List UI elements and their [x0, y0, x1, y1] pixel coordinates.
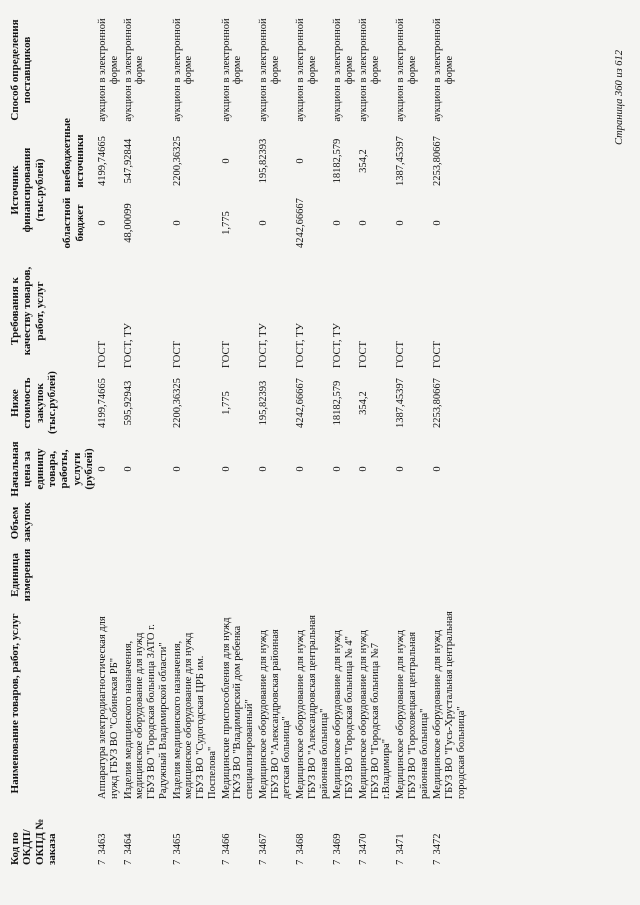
header-fin-extra: внебюджетные источники — [61, 118, 86, 192]
cell-requirements: ГОСТ, ТУ — [295, 323, 307, 368]
order-number: 3471 — [395, 833, 407, 855]
cell-method: аукцион в электронной форме — [257, 18, 281, 122]
cell-unit — [257, 544, 294, 606]
cell-code — [257, 801, 294, 867]
header-name: Наименование товаров, работ, услуг — [9, 613, 21, 794]
cell-unit — [431, 544, 468, 606]
cell-name: Изделия медицинского назначения, медицинское оборудование для нужд ГБУЗ ВО "Судогодская ЦРБ им. Поспелова" — [171, 632, 218, 799]
header-code: Код по ОКДП/ ОКПД № заказа — [9, 818, 58, 865]
cell-name: Медицинское оборудование для нужд ГБУЗ ВО "Александровская центральная районная больница" — [295, 614, 330, 799]
cell-name: Изделия медицинского назначения, медицинское оборудование для нужд ГБУЗ ВО "Городская больница ЗАТО г. Радужный Владимирской области" — [122, 624, 169, 799]
cell-cost: 2253,80667 — [432, 378, 444, 428]
code-prefix: 7 — [220, 859, 232, 865]
cell-name: Медицинские приспособления для нужд ГКУЗ ВО "Владимирский дом ребенка специализированный" — [220, 617, 256, 799]
cell-fin-regional: 1,775 — [220, 211, 232, 235]
cell-cost: 4199,74665 — [97, 378, 109, 428]
cell-name: Медицинское оборудование для нужд ГБУЗ ВО "Гусь-Хрустальная центральная городская больница" — [432, 611, 467, 799]
cell-volume — [294, 502, 331, 544]
cell-fin-extra: 0 — [295, 158, 307, 164]
table-body — [96, 12, 469, 867]
cell-unit — [394, 544, 431, 606]
cell-volume — [96, 502, 122, 544]
cell-cost: 18182,579 — [332, 380, 344, 426]
code-prefix: 7 — [357, 859, 369, 865]
cell-cost: 354,2 — [357, 391, 369, 415]
cell-name: Медицинское оборудование для нужд ГБУЗ ВО "Гороховецкая центральная районная больница" — [395, 630, 430, 799]
cell-fin-regional: 0 — [395, 220, 407, 226]
header-method: Способ определения поставщиков — [9, 19, 34, 121]
order-number: 3466 — [220, 833, 232, 855]
cell-code — [171, 801, 220, 867]
cell-fin-regional: 0 — [357, 220, 369, 226]
cell-requirements: ГОСТ — [220, 341, 232, 368]
cell-fin-regional: 48,00099 — [122, 203, 134, 243]
cell-volume — [431, 502, 468, 544]
table-row — [220, 12, 257, 867]
table-row — [331, 12, 357, 867]
cell-volume — [257, 502, 294, 544]
cell-unit — [357, 544, 394, 606]
header-unit: Единица измерения — [9, 548, 34, 602]
code-prefix: 7 — [171, 859, 183, 865]
header-price: Начальная цена за единицу товара, работы, услуги (рублей) — [9, 441, 95, 497]
cell-method: аукцион в электронной форме — [220, 18, 244, 122]
header-requirements: Требования к качеству товаров, работ, услуг — [9, 266, 46, 356]
table-row — [257, 12, 294, 867]
code-prefix: 7 — [395, 859, 407, 865]
table-row — [96, 12, 122, 867]
table-row — [294, 12, 331, 867]
cell-price: 0 — [295, 466, 307, 472]
cell-price: 0 — [122, 466, 134, 472]
order-number: 3467 — [257, 833, 269, 855]
cell-method: аукцион в электронной форме — [332, 18, 356, 122]
cell-requirements: ГОСТ, ТУ — [122, 323, 134, 368]
header-financing: Источник финансирования (тыс.рублей) — [9, 147, 46, 233]
cell-code — [394, 801, 431, 867]
order-number: 3468 — [295, 833, 307, 855]
table-row — [357, 12, 394, 867]
cell-fin-extra: 195,82393 — [257, 138, 269, 184]
cell-fin-extra: 4199,74665 — [97, 136, 109, 186]
cell-code — [431, 801, 468, 867]
code-prefix: 7 — [122, 859, 134, 865]
cell-price: 0 — [432, 466, 444, 472]
cell-price: 0 — [395, 466, 407, 472]
cell-price: 0 — [257, 466, 269, 472]
order-number: 3463 — [97, 833, 109, 855]
cell-volume — [171, 502, 220, 544]
cell-name: Аппаратура электродиагностическая для нужд ГБУЗ ВО "Собинская РБ" — [97, 616, 120, 799]
header-fin-regional: областной бюджет — [61, 197, 86, 249]
cell-price: 0 — [97, 466, 109, 472]
cell-name: Медицинское оборудование для нужд ГБУЗ ВО "Александровская районная детская больница" — [257, 629, 293, 799]
cell-fin-extra: 2253,80667 — [432, 136, 444, 186]
code-prefix: 7 — [257, 859, 269, 865]
cell-fin-regional: 0 — [332, 220, 344, 226]
cell-price: 0 — [357, 466, 369, 472]
cell-requirements: ГОСТ, ТУ — [332, 323, 344, 368]
cell-requirements: ГОСТ — [432, 341, 444, 368]
cell-requirements: ГОСТ — [357, 341, 369, 368]
table-row — [394, 12, 431, 867]
order-number: 3469 — [332, 833, 344, 855]
cell-cost: 1387,45397 — [395, 378, 407, 428]
order-number: 3465 — [171, 833, 183, 855]
cell-unit — [171, 544, 220, 606]
cell-fin-regional: 4242,66667 — [295, 198, 307, 248]
cell-name: Медицинское оборудование для нужд ГБУЗ ВО "Городская больница №7 г.Владимира" — [357, 630, 393, 799]
cell-code — [357, 801, 394, 867]
cell-fin-extra: 18182,579 — [332, 138, 344, 184]
cell-price: 0 — [332, 466, 344, 472]
table-row — [122, 12, 171, 867]
cell-volume — [357, 502, 394, 544]
cell-unit — [122, 544, 171, 606]
cell-fin-regional: 0 — [257, 220, 269, 226]
cell-fin-regional: 0 — [171, 220, 183, 226]
cell-requirements: ГОСТ — [171, 341, 183, 368]
cell-fin-regional: 0 — [432, 220, 444, 226]
table-row — [431, 12, 468, 867]
cell-code — [220, 801, 257, 867]
cell-code — [96, 801, 122, 867]
order-number: 3472 — [432, 833, 444, 855]
cell-fin-extra: 1387,45397 — [395, 136, 407, 186]
cell-method: аукцион в электронной форме — [295, 18, 318, 122]
cell-method: аукцион в электронной форме — [395, 18, 418, 122]
page-number: Страница 360 из 612 — [614, 49, 625, 145]
cell-unit — [96, 544, 122, 606]
code-prefix: 7 — [295, 859, 307, 865]
cell-cost: 195,82393 — [257, 380, 269, 426]
table-row — [171, 12, 220, 867]
code-prefix: 7 — [432, 859, 444, 865]
cell-cost: 1,775 — [220, 391, 232, 415]
cell-fin-extra: 2200,36325 — [171, 136, 183, 186]
order-number: 3464 — [122, 833, 134, 855]
cell-volume — [394, 502, 431, 544]
cell-volume — [220, 502, 257, 544]
cell-volume — [331, 502, 357, 544]
cell-code — [294, 801, 331, 867]
header-cost: Ниже стоимость закупок (тыс.рублей) — [9, 371, 58, 434]
code-prefix: 7 — [332, 859, 344, 865]
cell-method: аукцион в электронной форме — [97, 18, 120, 122]
cell-price: 0 — [220, 466, 232, 472]
cell-fin-extra: 547,92844 — [122, 138, 134, 184]
cell-method: аукцион в электронной форме — [171, 18, 195, 122]
cell-volume — [122, 502, 171, 544]
table-header-row — [8, 12, 60, 867]
cell-code — [122, 801, 171, 867]
cell-requirements: ГОСТ — [97, 341, 109, 368]
cell-name: Медицинское оборудование для нужд ГБУЗ ВО "Городская больница № 4" — [332, 630, 356, 799]
cell-method: аукцион в электронной форме — [357, 18, 381, 122]
cell-requirements: ГОСТ — [395, 341, 407, 368]
cell-unit — [220, 544, 257, 606]
order-number: 3470 — [357, 833, 369, 855]
cell-method: аукцион в электронной форме — [122, 18, 146, 122]
cell-cost: 595,92943 — [122, 380, 134, 426]
cell-fin-regional: 0 — [97, 220, 109, 226]
cell-fin-extra: 0 — [220, 158, 232, 164]
cell-fin-extra: 354,2 — [357, 149, 369, 173]
cell-requirements: ГОСТ, ТУ — [257, 323, 269, 368]
cell-unit — [331, 544, 357, 606]
header-volume: Объем закупок — [9, 502, 34, 542]
cell-unit — [294, 544, 331, 606]
cell-cost: 2200,36325 — [171, 378, 183, 428]
cell-method: аукцион в электронной форме — [432, 18, 456, 122]
cell-code — [331, 801, 357, 867]
cell-cost: 4242,66667 — [295, 378, 307, 428]
procurement-table — [8, 12, 469, 867]
cell-price: 0 — [171, 466, 183, 472]
code-prefix: 7 — [97, 859, 109, 865]
